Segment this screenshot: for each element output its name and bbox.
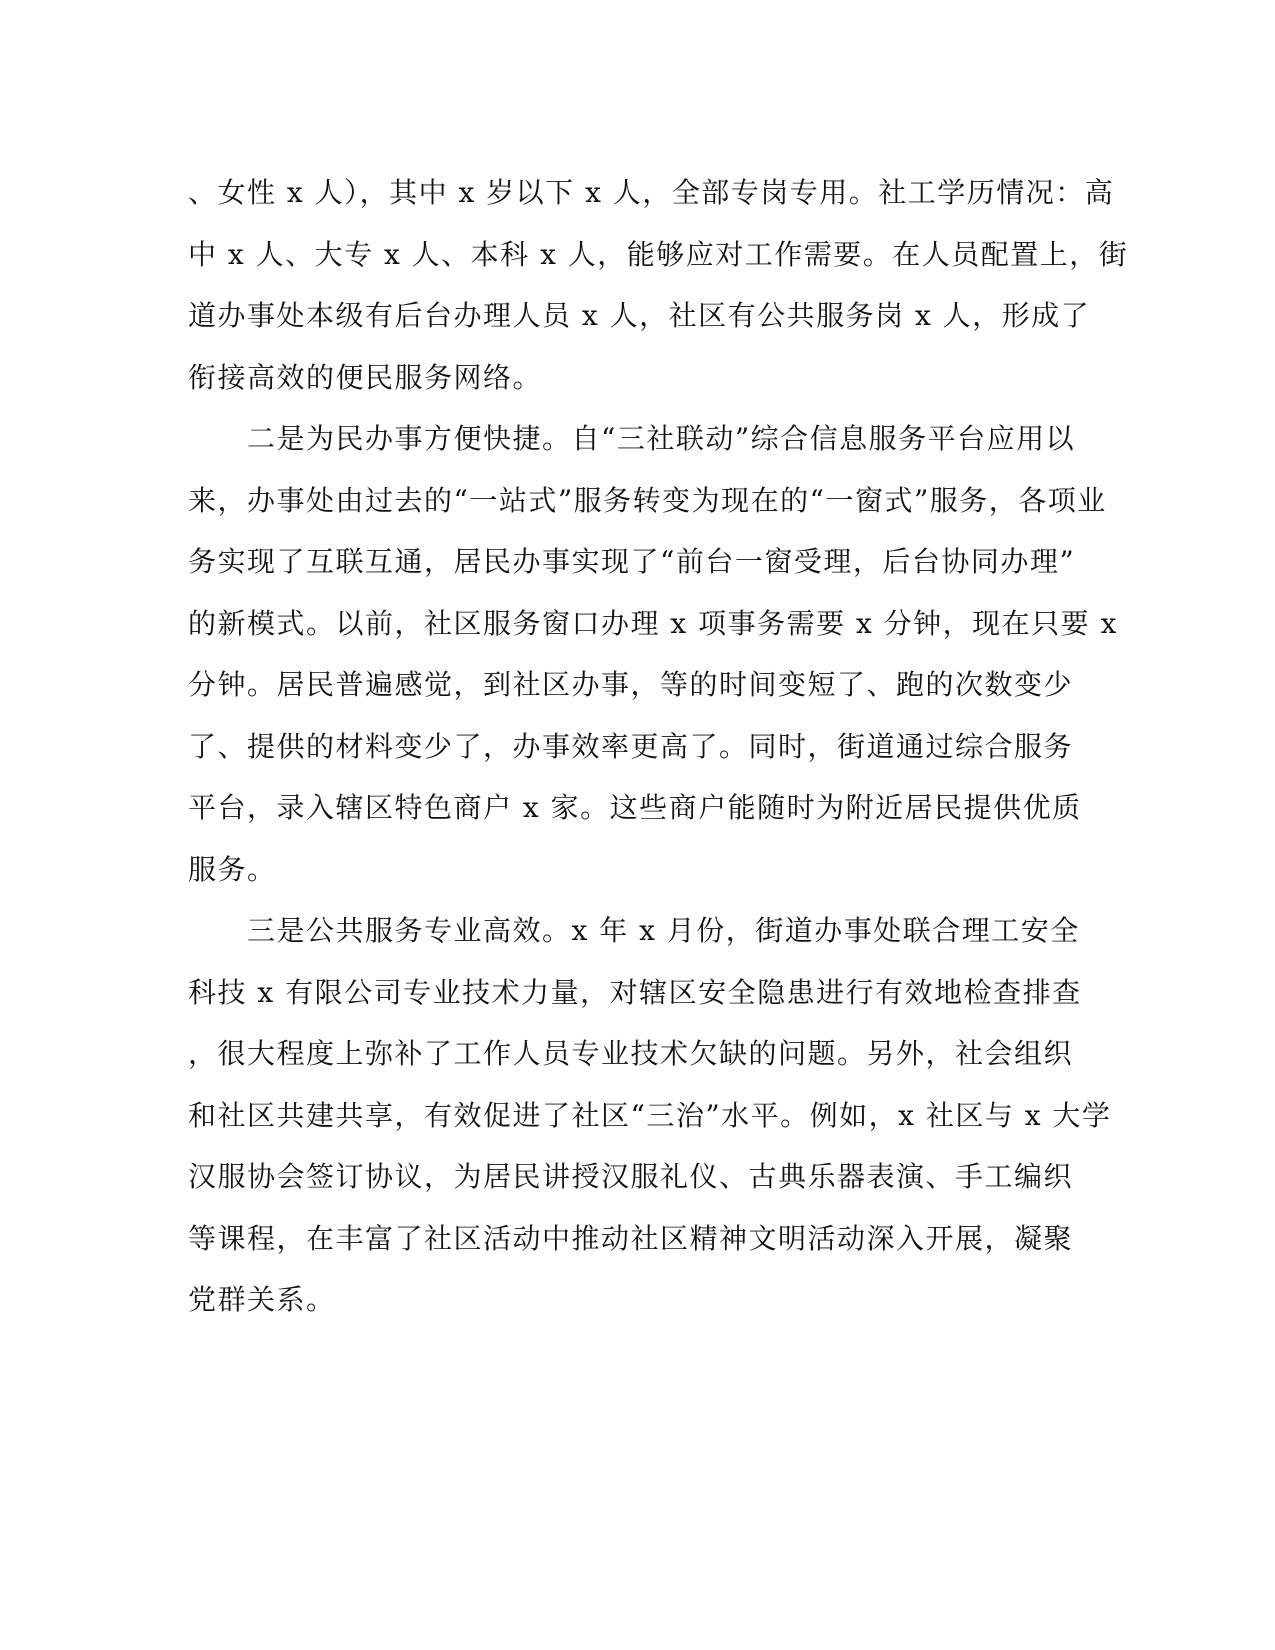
text-line: 来，办事处由过去的“一站式”服务转变为现在的“一窗式”服务，各项业 bbox=[188, 483, 1107, 517]
text-line: 服务。 bbox=[188, 852, 277, 886]
text-line: 的新模式。以前，社区服务窗口办理 x 项事务需要 x 分钟，现在只要 x bbox=[188, 606, 1118, 640]
text-line: 、女性 x 人），其中 x 岁以下 x 人，全部专岗专用。社工学历情况：高 bbox=[188, 176, 1115, 209]
text-line: 分钟。居民普遍感觉，到社区办事，等的时间变短了、跑的次数变少 bbox=[188, 668, 1074, 701]
text-line: 等课程，在丰富了社区活动中推动社区精神文明活动深入开展，凝聚 bbox=[188, 1221, 1074, 1255]
text-line: 衔接高效的便民服务网络。 bbox=[188, 360, 543, 394]
text-line: 科技 x 有限公司专业技术力量，对辖区安全隐患进行有效地检查排查 bbox=[188, 975, 1082, 1009]
text-line: 和社区共建共享，有效促进了社区“三治”水平。例如，x 社区与 x 大学 bbox=[188, 1098, 1112, 1132]
text-line: ，很大程度上弥补了工作人员专业技术欠缺的问题。另外，社会组织 bbox=[188, 1037, 1074, 1070]
text-line: 汉服协会签订协议，为居民讲授汉服礼仪、古典乐器表演、手工编织 bbox=[188, 1160, 1074, 1193]
text-line: 三是公共服务专业高效。x 年 x 月份，街道办事处联合理工安全 bbox=[188, 914, 1080, 947]
text-line: 二是为民办事方便快捷。自“三社联动”综合信息服务平台应用以 bbox=[188, 422, 1076, 455]
text-line: 党群关系。 bbox=[188, 1283, 336, 1316]
body-text bbox=[188, 162, 1129, 1331]
text-line: 中 x 人、大专 x 人、本科 x 人，能够应对工作需要。在人员配置上，街 bbox=[188, 237, 1129, 271]
text-line: 平台，录入辖区特色商户 x 家。这些商户能随时为附近居民提供优质 bbox=[188, 791, 1082, 824]
text-line: 道办事处本级有后台办理人员 x 人，社区有公共服务岗 x 人，形成了 bbox=[188, 299, 1091, 332]
text-line: 务实现了互联互通，居民办事实现了“前台一窗受理，后台协同办理” bbox=[188, 545, 1076, 578]
text-line: 了、提供的材料变少了，办事效率更高了。同时，街道通过综合服务 bbox=[188, 729, 1074, 763]
